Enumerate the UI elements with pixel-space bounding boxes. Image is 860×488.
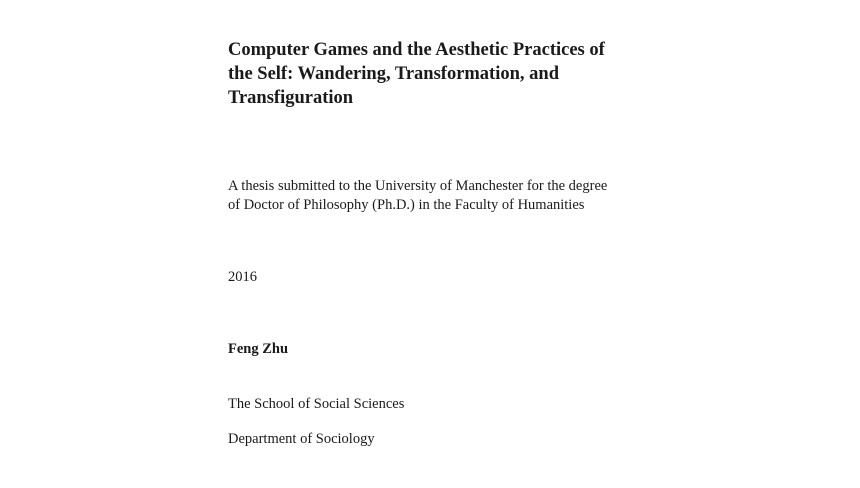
thesis-title xyxy=(228,38,668,110)
thesis-title-line-1: Computer Games and the Aesthetic Practices of xyxy=(228,40,605,60)
submission-statement xyxy=(228,177,668,215)
department-name: Department of Sociology xyxy=(228,431,375,447)
thesis-title-line-3: Transfiguration xyxy=(228,88,354,108)
submission-year: 2016 xyxy=(228,269,257,285)
author-name: Feng Zhu xyxy=(228,341,289,357)
thesis-title-line-2: the Self: Wandering, Transformation, and xyxy=(228,64,559,84)
submission-statement-line-2: of Doctor of Philosophy (Ph.D.) in the Faculty of Humanities xyxy=(228,197,585,213)
submission-statement-line-1: A thesis submitted to the University of Manchester for the degree xyxy=(228,178,608,194)
school-name: The School of Social Sciences xyxy=(228,396,405,412)
